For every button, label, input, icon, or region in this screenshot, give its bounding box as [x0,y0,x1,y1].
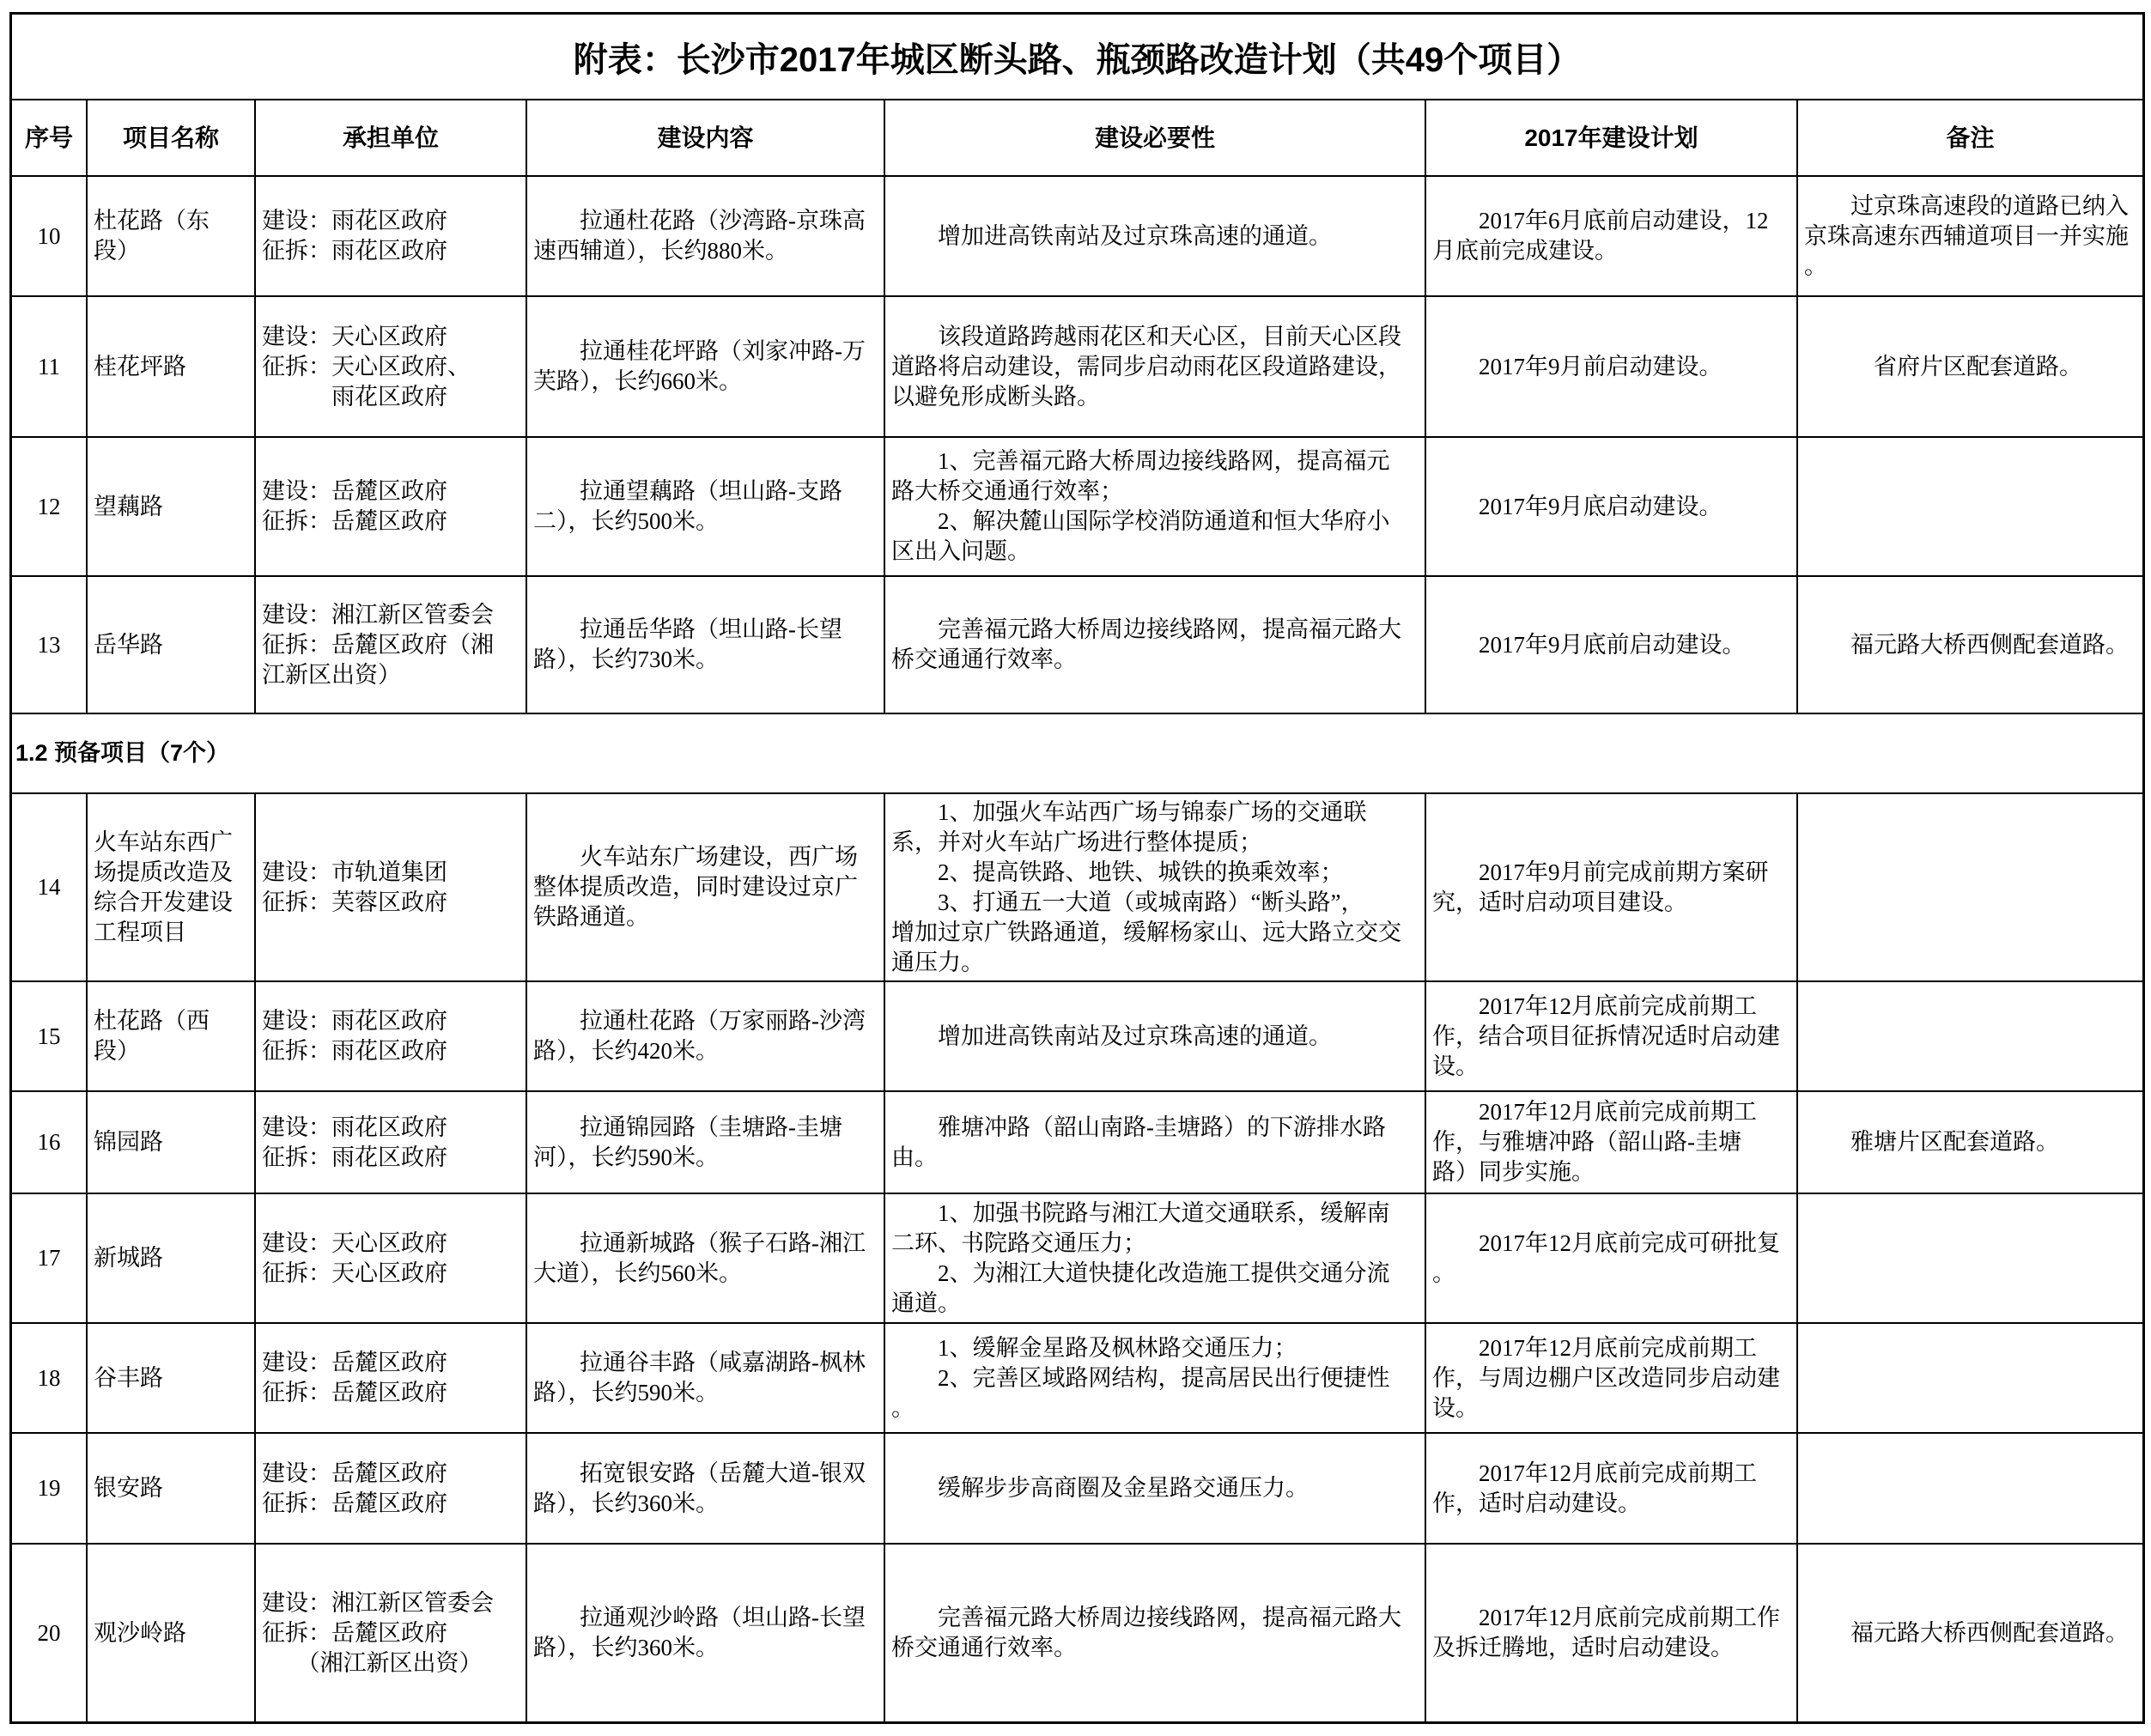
cell-content [527,297,885,438]
cell-necessity [885,794,1426,982]
section-heading: 1.2 预备项目（7个） [12,714,2144,794]
cell-line: 江新区出资） [262,661,401,688]
cell-line: 13 [37,631,61,658]
cell-line: 速西辅道），长约880米。 [533,238,788,264]
cell-line: 河），长约590米。 [533,1144,719,1170]
cell-line: 作，结合项目征拆情况适时启动建 [1432,1023,1780,1049]
cell-line: 征拆：雨花区政府 [262,238,447,264]
cell-line: 征拆：岳麓区政府 [262,508,447,534]
header-cell-units: 承担单位 [256,100,527,177]
cell-line: 拉通杜花路（万家丽路-沙湾 [533,1008,866,1034]
cell-plan [1426,1324,1798,1434]
cell-remark [1798,177,2144,297]
cell-line: 建设：雨花区政府 [262,208,447,234]
header-row [12,100,2144,177]
cell-line: 该段道路跨越雨花区和天心区，目前天心区段 [891,323,1401,349]
cell-line: 火车站东西广 [94,829,233,855]
cell-line: 望藕路 [94,493,163,519]
cell-line: 以避免形成断头路。 [891,383,1100,410]
cell-line: 桂花坪路 [94,353,186,379]
cell-plan [1426,297,1798,438]
cell-line: 拉通谷丰路（咸嘉湖路-枫林 [533,1350,866,1375]
cell-line: 建设：湘江新区管委会 [262,601,494,628]
cell-no [12,794,88,982]
cell-necessity [885,577,1426,714]
cell-line: 11 [38,353,60,379]
cell-necessity [885,982,1426,1092]
cell-plan [1426,982,1798,1092]
cell-line: 2、解决麓山国际学校消防通道和恒大华府小 [891,508,1390,534]
cell-line: 2017年9月底启动建设。 [1432,493,1723,519]
cell-line: 岳华路 [94,631,163,658]
plan-table [10,13,2144,1723]
header-cell-project-name: 项目名称 [88,100,256,177]
cell-project-name [88,577,256,714]
cell-line: 杜花路（东 [94,208,210,234]
cell-line: 2017年12月底前完成前期工 [1432,1099,1757,1125]
cell-line: 铁路通道。 [533,904,649,930]
cell-line: 段） [94,238,140,264]
cell-line: 拉通望藕路（坦山路-支路 [533,478,842,504]
cell-line: 2、完善区域路网结构，提高居民出行便捷性 [891,1364,1390,1391]
cell-project-name [88,1092,256,1194]
table-row [12,1324,2144,1434]
cell-line: 2017年9月底前启动建设。 [1432,631,1746,658]
cell-line: 设。 [1432,1053,1479,1079]
cell-line: 拉通锦园路（圭塘路-圭塘 [533,1114,842,1140]
cell-necessity [885,297,1426,438]
cell-no [12,1194,88,1324]
cell-line: 二），长约500米。 [533,508,719,534]
cell-line: 大道），长约560米。 [533,1260,742,1286]
cell-project-name [88,1545,256,1723]
cell-line: 新城路 [94,1245,163,1271]
cell-line: 14 [37,874,61,900]
cell-line: 缓解步步高商圈及金星路交通压力。 [891,1475,1309,1501]
cell-line: 路大桥交通通行效率； [891,478,1123,504]
cell-line: 杜花路（西 [94,1008,210,1034]
cell-content [527,177,885,297]
cell-line: 2017年12月底前完成前期工作 [1432,1605,1780,1630]
cell-content [527,1545,885,1723]
cell-plan [1426,794,1798,982]
cell-line: 征拆：岳麓区政府（湘 [262,631,494,658]
cell-line: 增加进高铁南站及过京珠高速的通道。 [891,222,1332,249]
cell-units [256,982,527,1092]
cell-necessity [885,1092,1426,1194]
cell-content [527,577,885,714]
cell-line: 2017年9月前完成前期方案研 [1432,859,1769,885]
cell-line: 设。 [1432,1394,1479,1421]
cell-line: 二环、书院路交通压力； [891,1229,1146,1256]
cell-line: 路），长约730米。 [533,646,719,672]
cell-line: 建设：雨花区政府 [262,1114,447,1140]
table-row [12,982,2144,1092]
cell-remark [1798,577,2144,714]
cell-line: 2017年6月底前启动建设，12 [1432,208,1769,234]
cell-line: 工程项目 [94,919,186,945]
cell-project-name [88,1324,256,1434]
cell-line: 拉通观沙岭路（坦山路-长望 [533,1605,866,1630]
cell-line: 10 [37,222,61,249]
cell-line: 雅塘片区配套道路。 [1804,1129,2059,1155]
cell-units [256,438,527,577]
cell-remark [1798,1545,2144,1723]
cell-no [12,1092,88,1194]
cell-line: 20 [37,1619,61,1646]
cell-line: 2017年12月底前完成可研批复 [1432,1229,1780,1256]
header-cell-no: 序号 [12,100,88,177]
cell-line: 19 [37,1475,61,1501]
cell-content [527,1092,885,1194]
cell-line: 拉通新城路（猴子石路-湘江 [533,1229,866,1256]
cell-line: 拉通岳华路（坦山路-长望 [533,616,842,642]
cell-no [12,1324,88,1434]
cell-line: 。 [1804,252,1827,279]
cell-units [256,1194,527,1324]
cell-line: 福元路大桥西侧配套道路。 [1804,1619,2129,1646]
cell-units [256,794,527,982]
cell-line: 道路将启动建设，需同步启动雨花区段道路建设， [891,353,1401,379]
cell-line: 锦园路 [94,1129,163,1155]
cell-line: 增加过京广铁路通道，缓解杨家山、远大路立交交 [891,919,1401,945]
cell-no [12,1545,88,1723]
cell-line: 雨花区政府 [262,383,447,410]
cell-line: （湘江新区出资） [262,1649,483,1676]
cell-remark [1798,1194,2144,1324]
cell-line: 2017年9月前启动建设。 [1432,353,1723,379]
cell-line: 区出入问题。 [891,538,1030,564]
cell-line: 16 [37,1129,61,1155]
cell-line: 征拆：岳麓区政府 [262,1490,447,1516]
cell-project-name [88,1194,256,1324]
cell-units [256,1324,527,1434]
cell-line: 建设：雨花区政府 [262,1008,447,1034]
cell-plan [1426,1545,1798,1723]
cell-line: 建设：湘江新区管委会 [262,1589,494,1616]
cell-line: 雅塘冲路（韶山南路-圭塘路）的下游排水路 [891,1114,1386,1140]
cell-content [527,794,885,982]
cell-line: 综合开发建设 [94,889,233,915]
cell-remark [1798,438,2144,577]
cell-line: 观沙岭路 [94,1619,186,1646]
cell-line: 征拆：雨花区政府 [262,1144,447,1170]
cell-line: 谷丰路 [94,1364,163,1391]
cell-line: 2017年12月底前完成前期工 [1432,992,1757,1019]
cell-line: 2017年12月底前完成前期工 [1432,1334,1757,1361]
cell-line: 征拆：天心区政府 [262,1260,447,1286]
cell-content [527,438,885,577]
cell-units [256,177,527,297]
table-row [12,1194,2144,1324]
cell-line: 。 [891,1394,914,1421]
cell-line: 及拆迁腾地，适时启动建设。 [1432,1635,1734,1660]
cell-remark [1798,982,2144,1092]
table-row [12,1434,2144,1545]
cell-plan [1426,1092,1798,1194]
cell-no [12,577,88,714]
cell-project-name [88,1434,256,1545]
header-cell-necessity: 建设必要性 [885,100,1426,177]
cell-no [12,982,88,1092]
cell-units [256,1545,527,1723]
cell-line: 桥交通通行效率。 [891,646,1077,672]
cell-line: 3、打通五一大道（或城南路）“断头路”， [891,889,1364,915]
cell-line: 15 [37,1023,61,1049]
cell-project-name [88,982,256,1092]
cell-plan [1426,177,1798,297]
cell-line: 1、缓解金星路及枫林路交通压力； [891,1334,1297,1361]
table-row [12,438,2144,577]
cell-line: 作，适时启动建设。 [1432,1490,1641,1516]
cell-line: 。 [1432,1260,1455,1286]
table-row [12,794,2144,982]
cell-project-name [88,297,256,438]
cell-no [12,297,88,438]
cell-no [12,177,88,297]
cell-project-name [88,177,256,297]
cell-line: 拉通桂花坪路（刘家冲路-万 [533,338,866,364]
cell-line: 系，并对火车站广场进行整体提质； [891,829,1262,855]
cell-remark [1798,794,2144,982]
cell-necessity [885,1324,1426,1434]
cell-no [12,1434,88,1545]
cell-necessity [885,1434,1426,1545]
cell-units [256,1092,527,1194]
cell-line: 路），长约360米。 [533,1635,719,1660]
cell-line: 京珠高速东西辅道项目一并实施 [1804,222,2129,249]
cell-content [527,1324,885,1434]
cell-line: 段） [94,1038,140,1064]
cell-content [527,1194,885,1324]
cell-plan [1426,1434,1798,1545]
cell-line: 增加进高铁南站及过京珠高速的通道。 [891,1023,1332,1049]
cell-line: 建设：岳麓区政府 [262,478,447,504]
cell-project-name [88,438,256,577]
cell-line: 完善福元路大桥周边接线路网，提高福元路大 [891,616,1401,642]
cell-line: 完善福元路大桥周边接线路网，提高福元路大 [891,1605,1401,1630]
cell-remark [1798,1434,2144,1545]
cell-line: 通道。 [891,1290,961,1316]
cell-line: 2、提高铁路、地铁、城铁的换乘效率； [891,859,1344,885]
cell-line: 整体提质改造，同时建设过京广 [533,874,858,900]
cell-line: 1、加强书院路与湘江大道交通联系，缓解南 [891,1199,1390,1226]
cell-line: 1、加强火车站西广场与锦泰广场的交通联 [891,798,1367,825]
cell-line: 建设：天心区政府 [262,1229,447,1256]
table-body [12,177,2144,1723]
cell-units [256,577,527,714]
cell-line: 建设：市轨道集团 [262,859,447,885]
cell-line: 究，适时启动项目建设。 [1432,889,1687,915]
cell-line: 征拆：岳麓区政府 [262,1619,447,1646]
cell-line: 2017年12月底前完成前期工 [1432,1460,1757,1486]
cell-units [256,1434,527,1545]
cell-line: 月底前完成建设。 [1432,238,1618,264]
cell-line: 征拆：岳麓区政府 [262,1380,447,1405]
cell-line: 火车站东广场建设，西广场 [533,844,858,870]
cell-line: 路），长约420米。 [533,1038,719,1064]
cell-line: 省府片区配套道路。 [1804,353,2082,379]
cell-line: 福元路大桥西侧配套道路。 [1804,631,2129,658]
cell-line: 1、完善福元路大桥周边接线路网，提高福元 [891,448,1390,474]
cell-line: 征拆：芙蓉区政府 [262,889,447,915]
cell-line: 17 [37,1245,61,1271]
table-row [12,1545,2144,1723]
cell-necessity [885,438,1426,577]
header-cell-plan: 2017年建设计划 [1426,100,1798,177]
cell-plan [1426,577,1798,714]
cell-content [527,1434,885,1545]
table-row [12,577,2144,714]
cell-line: 由。 [891,1144,938,1170]
cell-line: 18 [37,1364,61,1391]
cell-line: 路）同步实施。 [1432,1159,1595,1185]
cell-line: 路），长约360米。 [533,1490,719,1516]
cell-line: 征拆：天心区政府、 [262,353,471,379]
cell-line: 拉通杜花路（沙湾路-京珠高 [533,208,866,234]
table-row [12,297,2144,438]
cell-line: 2、为湘江大道快捷化改造施工提供交通分流 [891,1260,1390,1286]
cell-no [12,438,88,577]
table-row [12,1092,2144,1194]
cell-line: 作，与周边棚户区改造同步启动建 [1432,1364,1780,1391]
cell-line: 征拆：雨花区政府 [262,1038,447,1064]
cell-necessity [885,177,1426,297]
cell-plan [1426,1194,1798,1324]
cell-necessity [885,1194,1426,1324]
cell-project-name [88,794,256,982]
cell-line: 建设：岳麓区政府 [262,1460,447,1486]
section-row [12,714,2144,794]
cell-line: 12 [37,493,61,519]
cell-line: 场提质改造及 [94,859,233,885]
cell-line: 建设：岳麓区政府 [262,1350,447,1375]
cell-line: 作，与雅塘冲路（韶山路-圭塘 [1432,1129,1741,1155]
cell-line: 建设：天心区政府 [262,323,447,349]
table-row [12,177,2144,297]
cell-line: 过京珠高速段的道路已纳入 [1804,192,2129,219]
cell-line: 芙路），长约660米。 [533,368,742,394]
cell-line: 路），长约590米。 [533,1380,719,1405]
cell-necessity [885,1545,1426,1723]
cell-remark [1798,1324,2144,1434]
cell-content [527,982,885,1092]
table-title: 附表：长沙市2017年城区断头路、瓶颈路改造计划（共49个项目） [12,15,2144,100]
header-cell-remark: 备注 [1798,100,2144,177]
header-cell-content: 建设内容 [527,100,885,177]
cell-plan [1426,438,1798,577]
cell-remark [1798,297,2144,438]
cell-line: 拓宽银安路（岳麓大道-银双 [533,1460,866,1486]
cell-line: 桥交通通行效率。 [891,1635,1077,1660]
cell-units [256,297,527,438]
cell-remark [1798,1092,2144,1194]
cell-line: 银安路 [94,1475,163,1501]
cell-line: 通压力。 [891,949,984,975]
